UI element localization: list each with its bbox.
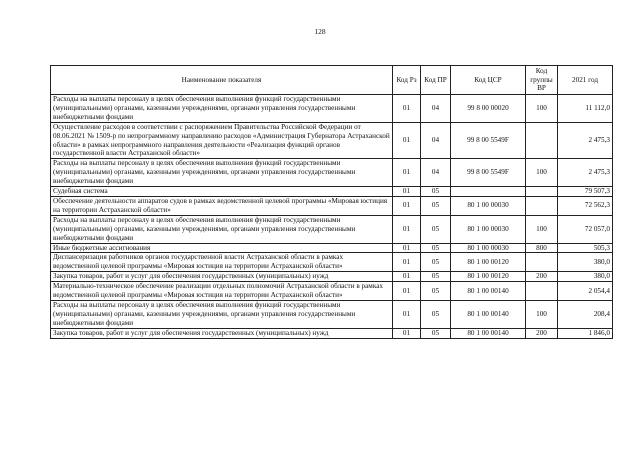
table-row xyxy=(51,253,613,272)
row-pr-cell: 04 xyxy=(421,122,451,159)
header-vr: Код группы ВР xyxy=(526,66,558,95)
row-amount-cell: 2 054,4 xyxy=(558,282,613,301)
row-csr-cell xyxy=(451,187,526,197)
row-rz-cell: 01 xyxy=(393,215,421,243)
row-amount-cell: 505,3 xyxy=(558,243,613,253)
row-csr-cell: 99 8 00 00020 xyxy=(451,95,526,123)
row-csr-cell: 80 1 00 00140 xyxy=(451,300,526,328)
row-amount-cell: 380,0 xyxy=(558,272,613,282)
table-body xyxy=(51,95,613,339)
row-name-cell: Иные бюджетные ассигнования xyxy=(51,243,393,253)
row-vr-cell: 100 xyxy=(526,215,558,243)
page-number: 128 xyxy=(314,27,326,36)
row-amount-cell: 79 507,3 xyxy=(558,187,613,197)
table-row xyxy=(51,215,613,243)
table-row xyxy=(51,272,613,282)
header-year: 2021 год xyxy=(558,66,613,95)
row-pr-cell: 05 xyxy=(421,253,451,272)
row-rz-cell: 01 xyxy=(393,243,421,253)
row-name-cell: Диспансеризация работников органов государственной власти Астраханской области в рамках ведомственной целевой программы «Мировая юстиция на территории Астраханской области» xyxy=(51,253,393,272)
row-vr-cell xyxy=(526,122,558,159)
table-row xyxy=(51,243,613,253)
table-row xyxy=(51,282,613,301)
row-amount-cell: 72 057,0 xyxy=(558,215,613,243)
row-csr-cell: 80 1 00 00030 xyxy=(451,243,526,253)
row-csr-cell: 80 1 00 00030 xyxy=(451,196,526,215)
table-row xyxy=(51,300,613,328)
row-rz-cell: 01 xyxy=(393,95,421,123)
header-csr: Код ЦСР xyxy=(451,66,526,95)
row-name-cell: Материально-техническое обеспечение реализации отдельных полномочий Астраханской области в рамках ведомственной целевой программы «Мировая юстиция на территории Астраханской области» xyxy=(51,282,393,301)
row-pr-cell: 05 xyxy=(421,187,451,197)
row-vr-cell: 100 xyxy=(526,300,558,328)
table-row xyxy=(51,328,613,338)
row-amount-cell: 1 846,0 xyxy=(558,328,613,338)
table-row xyxy=(51,187,613,197)
row-rz-cell: 01 xyxy=(393,187,421,197)
row-csr-cell: 99 8 00 5549F xyxy=(451,159,526,187)
header-name: Наименование показателя xyxy=(51,66,393,95)
row-csr-cell: 99 8 00 5549F xyxy=(451,122,526,159)
row-rz-cell: 01 xyxy=(393,122,421,159)
table-row xyxy=(51,159,613,187)
row-name-cell: Расходы на выплаты персоналу в целях обеспечения выполнения функций государственными (муниципальными) органами, казенными учреждениями, органами управления государственными внебюджетными фондами xyxy=(51,95,393,123)
row-pr-cell: 04 xyxy=(421,159,451,187)
row-rz-cell: 01 xyxy=(393,300,421,328)
row-vr-cell: 200 xyxy=(526,272,558,282)
row-pr-cell: 05 xyxy=(421,215,451,243)
row-csr-cell: 80 1 00 00030 xyxy=(451,215,526,243)
row-vr-cell: 800 xyxy=(526,243,558,253)
row-csr-cell: 80 1 00 00120 xyxy=(451,272,526,282)
row-pr-cell: 04 xyxy=(421,95,451,123)
row-amount-cell: 380,0 xyxy=(558,253,613,272)
row-pr-cell: 05 xyxy=(421,300,451,328)
row-vr-cell xyxy=(526,196,558,215)
row-pr-cell: 05 xyxy=(421,272,451,282)
row-rz-cell: 01 xyxy=(393,272,421,282)
row-name-cell: Расходы на выплаты персоналу в целях обеспечения выполнения функций государственными (муниципальными) органами, казенными учреждениями, органами управления государственными внебюджетными фондами xyxy=(51,159,393,187)
row-amount-cell: 2 475,3 xyxy=(558,122,613,159)
row-name-cell: Расходы на выплаты персоналу в целях обеспечения выполнения функций государственными (муниципальными) органами, казенными учреждениями, органами управления государственными внебюджетными фондами xyxy=(51,300,393,328)
header-rz: Код Рз xyxy=(393,66,421,95)
row-name-cell: Расходы на выплаты персоналу в целях обеспечения выполнения функций государственными (муниципальными) органами, казенными учреждениями, органами управления государственными внебюджетными фондами xyxy=(51,215,393,243)
row-vr-cell xyxy=(526,253,558,272)
row-amount-cell: 72 562,3 xyxy=(558,196,613,215)
row-amount-cell: 208,4 xyxy=(558,300,613,328)
row-csr-cell: 80 1 00 00140 xyxy=(451,328,526,338)
row-pr-cell: 05 xyxy=(421,328,451,338)
row-name-cell: Закупка товаров, работ и услуг для обеспечения государственных (муниципальных) нужд xyxy=(51,328,393,338)
row-name-cell: Обеспечение деятельности аппаратов судов в рамках ведомственной целевой программы «Мировая юстиция на территории Астраханской области» xyxy=(51,196,393,215)
row-rz-cell: 01 xyxy=(393,159,421,187)
row-amount-cell: 11 112,0 xyxy=(558,95,613,123)
row-amount-cell: 2 475,3 xyxy=(558,159,613,187)
row-name-cell: Осуществление расходов в соответствии с распоряжением Правительства Российской Федерации от 08.06.2021 № 1509-р по непрограммному направлению расходов «Администрация Губернатора Астраханской области» в рамках непрограммного направления деятельности «Реализация функций органов государственной власти Астраханской области» xyxy=(51,122,393,159)
row-name-cell: Закупка товаров, работ и услуг для обеспечения государственных (муниципальных) нужд xyxy=(51,272,393,282)
table-row xyxy=(51,95,613,123)
row-name-cell: Судебная система xyxy=(51,187,393,197)
row-pr-cell: 05 xyxy=(421,196,451,215)
row-rz-cell: 01 xyxy=(393,196,421,215)
row-csr-cell: 80 1 00 00120 xyxy=(451,253,526,272)
table-header-row xyxy=(51,66,613,95)
row-csr-cell: 80 1 00 00140 xyxy=(451,282,526,301)
row-rz-cell: 01 xyxy=(393,253,421,272)
row-rz-cell: 01 xyxy=(393,328,421,338)
table-row xyxy=(51,196,613,215)
row-pr-cell: 05 xyxy=(421,282,451,301)
row-pr-cell: 05 xyxy=(421,243,451,253)
row-vr-cell: 100 xyxy=(526,95,558,123)
header-pr: Код ПР xyxy=(421,66,451,95)
row-rz-cell: 01 xyxy=(393,282,421,301)
row-vr-cell xyxy=(526,282,558,301)
budget-table xyxy=(50,65,613,339)
row-vr-cell: 200 xyxy=(526,328,558,338)
row-vr-cell xyxy=(526,187,558,197)
row-vr-cell: 100 xyxy=(526,159,558,187)
table-row xyxy=(51,122,613,159)
